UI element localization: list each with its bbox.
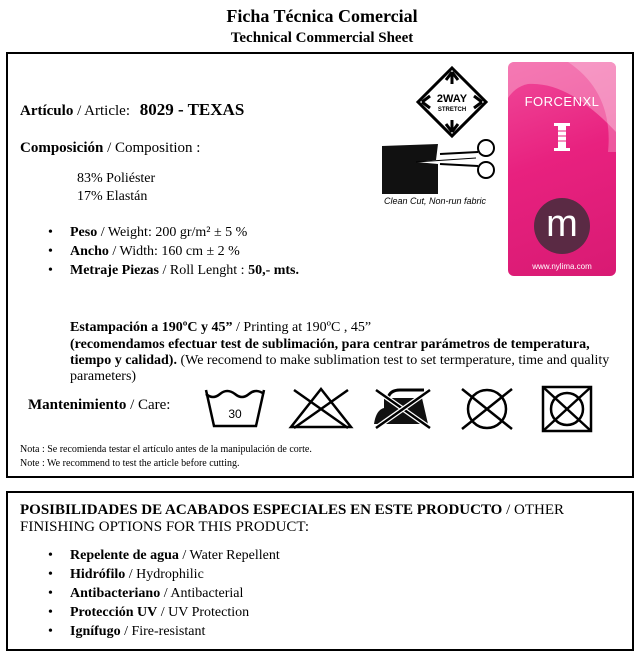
printing-note-2 <box>70 352 609 369</box>
page-title: Ficha Técnica Comercial <box>226 6 418 26</box>
finishing-title-line-2: FINISHING OPTIONS FOR THIS PRODUCT: <box>20 519 310 535</box>
printing-line <box>70 319 371 336</box>
care-label-en: / Care: <box>126 397 171 413</box>
roll-label: Metraje Piezas <box>70 263 159 278</box>
roll-spec <box>48 262 299 279</box>
finishing-option-es: Protección UV <box>70 605 158 620</box>
care-label-es: Mantenimiento <box>28 397 127 413</box>
finishing-title-line-1 <box>20 502 564 519</box>
no-iron-icon <box>370 386 436 430</box>
composition-label-es: Composición <box>20 140 104 156</box>
brand-m-logo: m <box>534 198 590 254</box>
no-tumble-dry-icon <box>540 384 594 434</box>
spool-icon <box>552 122 572 152</box>
bullet-icon: • <box>48 225 53 240</box>
printing-note-es-2: tiempo y calidad). <box>70 353 177 368</box>
stretch-bottom-text: STRETCH <box>437 107 467 113</box>
finishing-title-es: POSIBILIDADES DE ACABADOS ESPECIALES EN ESTE PRODUCTO <box>20 502 503 518</box>
article-line <box>20 101 244 120</box>
page-subtitle: Technical Commercial Sheet <box>230 30 414 46</box>
no-bleach-icon <box>288 386 354 430</box>
bullet-icon: • <box>48 548 53 563</box>
stretch-top-text: 2WAY <box>436 93 468 105</box>
wash-temp-text: 30 <box>228 407 242 421</box>
weight-label: Peso <box>70 225 98 240</box>
finishing-option-en: / Antibacterial <box>160 586 244 601</box>
note-en: Note : We recommend to test the article before cutting. <box>20 458 240 469</box>
printing-label-en: / Printing at 190ºC , 45” <box>232 320 372 335</box>
finishing-option-es: Antibacteriano <box>70 586 161 601</box>
bullet-icon: • <box>48 263 53 278</box>
composition-label-en: / Composition : <box>103 140 201 156</box>
article-value: 8029 - TEXAS <box>139 100 245 119</box>
bullet-icon: • <box>48 567 53 582</box>
composition-item: 83% Poliéster <box>77 171 156 186</box>
composition-item: 17% Elastán <box>77 189 148 204</box>
roll-value: 50,- mts. <box>248 263 299 278</box>
clean-cut-scissors-icon <box>380 138 500 196</box>
clean-cut-caption: Clean Cut, Non-run fabric <box>384 196 487 206</box>
finishing-option <box>48 585 244 602</box>
finishing-option <box>48 623 206 640</box>
finishing-option-en: / Water Repellent <box>178 548 280 563</box>
bullet-icon: • <box>48 605 53 620</box>
bullet-icon: • <box>48 244 53 259</box>
no-dry-clean-icon <box>456 386 518 432</box>
wash-30-icon <box>204 386 266 430</box>
finishing-title-en: / OTHER <box>502 502 565 518</box>
brand-url: www.nylima.com <box>532 262 592 271</box>
finishing-option-en: / Fire-resistant <box>120 624 206 639</box>
weight-spec <box>48 224 248 241</box>
note-es: Nota : Se recomienda testar el artículo antes de la manipulación de corte. <box>20 444 312 455</box>
width-spec <box>48 243 240 260</box>
finishing-option-en: / UV Protection <box>157 605 250 620</box>
finishing-option <box>48 547 280 564</box>
brand-name: FORCENXL <box>524 94 600 109</box>
roll-label-en: / Roll Lenght : <box>159 263 249 278</box>
printing-note-en: (We recomend to make sublimation test to set termperature, time and quality <box>176 353 610 368</box>
brand-logo-card <box>508 62 616 276</box>
printing-note-es-1: (recomendamos efectuar test de sublimación, para centrar parámetros de temperatura, <box>70 337 590 352</box>
finishing-option <box>48 566 204 583</box>
composition-heading <box>20 140 200 157</box>
printing-label-es: Estampación a 190ºC y 45” <box>70 320 233 335</box>
article-label-en: / Article: <box>73 103 130 119</box>
bullet-icon: • <box>48 586 53 601</box>
width-label: Ancho <box>70 244 109 259</box>
finishing-option-es: Hidrófilo <box>70 567 126 582</box>
finishing-option <box>48 604 250 621</box>
care-label <box>28 397 170 414</box>
width-value: / Width: 160 cm ± 2 % <box>108 244 240 259</box>
finishing-option-es: Ignífugo <box>70 624 121 639</box>
finishing-option-es: Repelente de agua <box>70 548 179 563</box>
finishing-option-en: / Hydrophilic <box>125 567 204 582</box>
two-way-stretch-icon <box>414 64 490 140</box>
printing-note-1 <box>70 336 590 353</box>
weight-value: / Weight: 200 gr/m² ± 5 % <box>97 225 248 240</box>
printing-note-3: parameters) <box>70 369 137 384</box>
bullet-icon: • <box>48 624 53 639</box>
article-label-es: Artículo <box>20 103 74 119</box>
